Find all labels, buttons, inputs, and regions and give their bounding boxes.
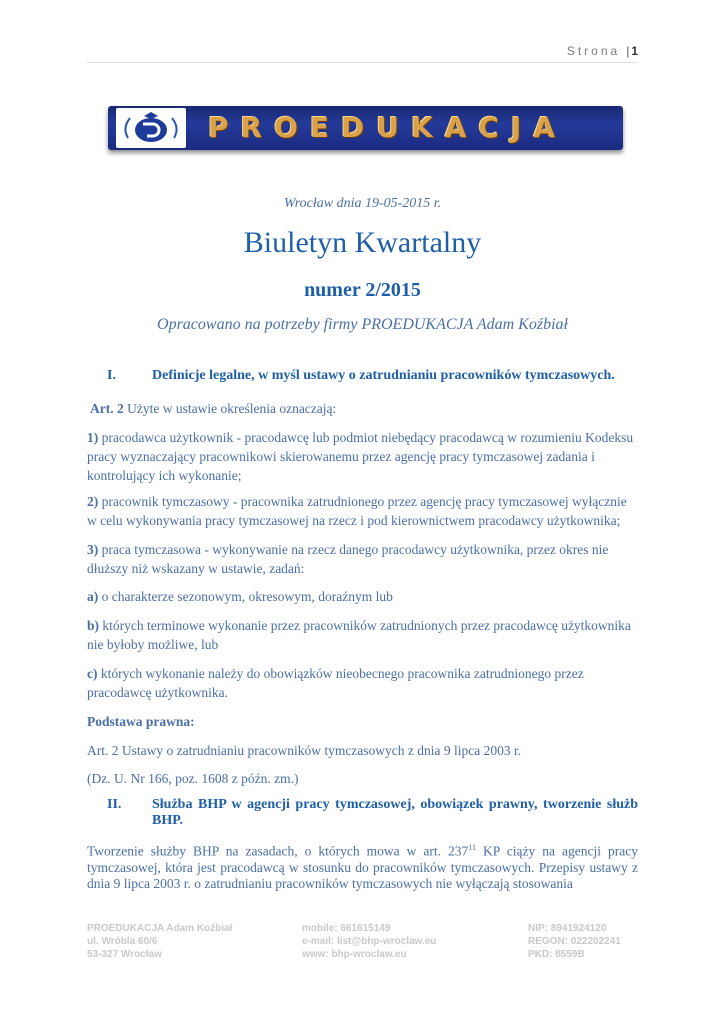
section-1-heading [107, 368, 638, 384]
footer-email: e-mail: list@bhp-wroclaw.eu [302, 936, 437, 947]
prepared-for-line: Opracowano na potrzeby firmy PROEDUKACJA Adam Koźbiał [157, 316, 568, 333]
page-number: 1 [631, 44, 638, 58]
footer-regon: REGON: 022202241 [528, 936, 621, 947]
legal-basis-heading [87, 712, 638, 731]
item-marker: 3) [87, 542, 99, 557]
company-logo [108, 106, 623, 150]
paragraph-text-part2: KP ciąży na agencji pracy tymczasowej, która jest pracodawcą w stosunku do pracowników tymczasowych. Przepisy ustawy z dnia 9 lipca 2003 r. o zatrudnianiu pracowników tymczasowych nie wyłączają stosowania [87, 843, 638, 891]
item-text: pracownik tymczasowy - pracownika zatrudnionego przez agencję pracy tymczasowej wyłącznie w celu wykonywania pracy tymczasowej na rzecz i pod kierownictwem pracodawcy użytkownika; [87, 494, 627, 528]
section-title: Definicje legalne, w myśl ustawy o zatrudnianiu pracowników tymczasowych. [152, 368, 615, 383]
paragraph-text-part1: Tworzenie służby BHP na zasadach, o których mowa w art. 237 [87, 843, 469, 859]
document-subtitle: numer 2/2015 [304, 279, 421, 301]
definition-item-3 [87, 540, 638, 578]
footer-mobile: mobile: 661615149 [302, 923, 391, 934]
page-header: Strona | 1 [566, 44, 638, 58]
logo-text: PROEDUKACJA [208, 111, 567, 144]
art2-label: Art. 2 [90, 401, 124, 416]
section-2-heading [107, 797, 638, 829]
date-line: Wrocław dnia 19-05-2015 r. [283, 196, 442, 211]
item-marker: c) [87, 666, 98, 681]
definition-item-1 [87, 428, 638, 485]
item-text: których wykonanie należy do obowiązków nieobecnego pracownika zatrudnionego przez pracodawcę użytkownika. [87, 666, 584, 700]
footer-www: www: bhp-wroclaw.eu [302, 949, 407, 960]
art2-intro [90, 399, 638, 418]
article-superscript: 11 [468, 843, 477, 852]
section-number: I. [107, 368, 116, 383]
item-marker: 2) [87, 494, 99, 509]
logo-emblem-icon [116, 108, 186, 148]
footer-company-info [87, 922, 232, 961]
section-title: Służba BHP w agencji pracy tymczasowej, obowiązek prawny, tworzenie służb BHP. [152, 797, 638, 828]
legal-basis-line-1: Art. 2 Ustawy o zatrudnianiu pracowników tymczasowych z dnia 9 lipca 2003 r. [87, 743, 522, 758]
header-divider [87, 62, 638, 63]
footer-city: 53-327 Wrocław [87, 949, 162, 960]
legal-basis-line-2: (Dz. U. Nr 166, poz. 1608 z późn. zm.) [87, 771, 299, 786]
item-text: o charakterze sezonowym, okresowym, doraźnym lub [98, 589, 393, 604]
footer-contact-info [302, 922, 436, 961]
footer-registry-info [528, 922, 638, 961]
footer-street: ul. Wróbla 60/6 [87, 936, 158, 947]
definition-item-a [87, 587, 638, 606]
footer-nip: NIP: 8941924120 [528, 923, 607, 934]
item-marker: b) [87, 618, 100, 633]
item-text: których terminowe wykonanie przez pracowników zatrudnionych przez pracodawcę użytkownika nie byłoby możliwe, lub [87, 618, 631, 652]
art2-text: Użyte w ustawie określenia oznaczają: [123, 401, 337, 416]
page-label: Strona [566, 44, 621, 58]
definition-item-b [87, 616, 638, 654]
definition-item-c [87, 664, 638, 702]
item-text: praca tymczasowa - wykonywanie na rzecz danego pracodawcy użytkownika, przez okres nie dłuższy niż wskazany w ustawie, zadań: [87, 542, 609, 576]
item-text: pracodawca użytkownik - pracodawcę lub podmiot niebędący pracodawcą w rozumieniu Kodeksu pracy wyznaczający pracownikowi skierowanemu przez agencję pracy tymczasowej zadania i kontrolujący ich wykonanie; [87, 430, 634, 483]
document-title: Biuletyn Kwartalny [243, 226, 482, 259]
item-marker: a) [87, 589, 99, 604]
footer-pkd: PKD: 8559B [528, 949, 585, 960]
section-number: II. [107, 797, 122, 812]
section-2-paragraph [87, 840, 638, 892]
legal-basis-heading-text: Podstawa prawna: [87, 714, 195, 729]
definition-item-2 [87, 492, 638, 530]
footer-company-name: PROEDUKACJA Adam Koźbiał [87, 923, 233, 934]
item-marker: 1) [87, 430, 99, 445]
